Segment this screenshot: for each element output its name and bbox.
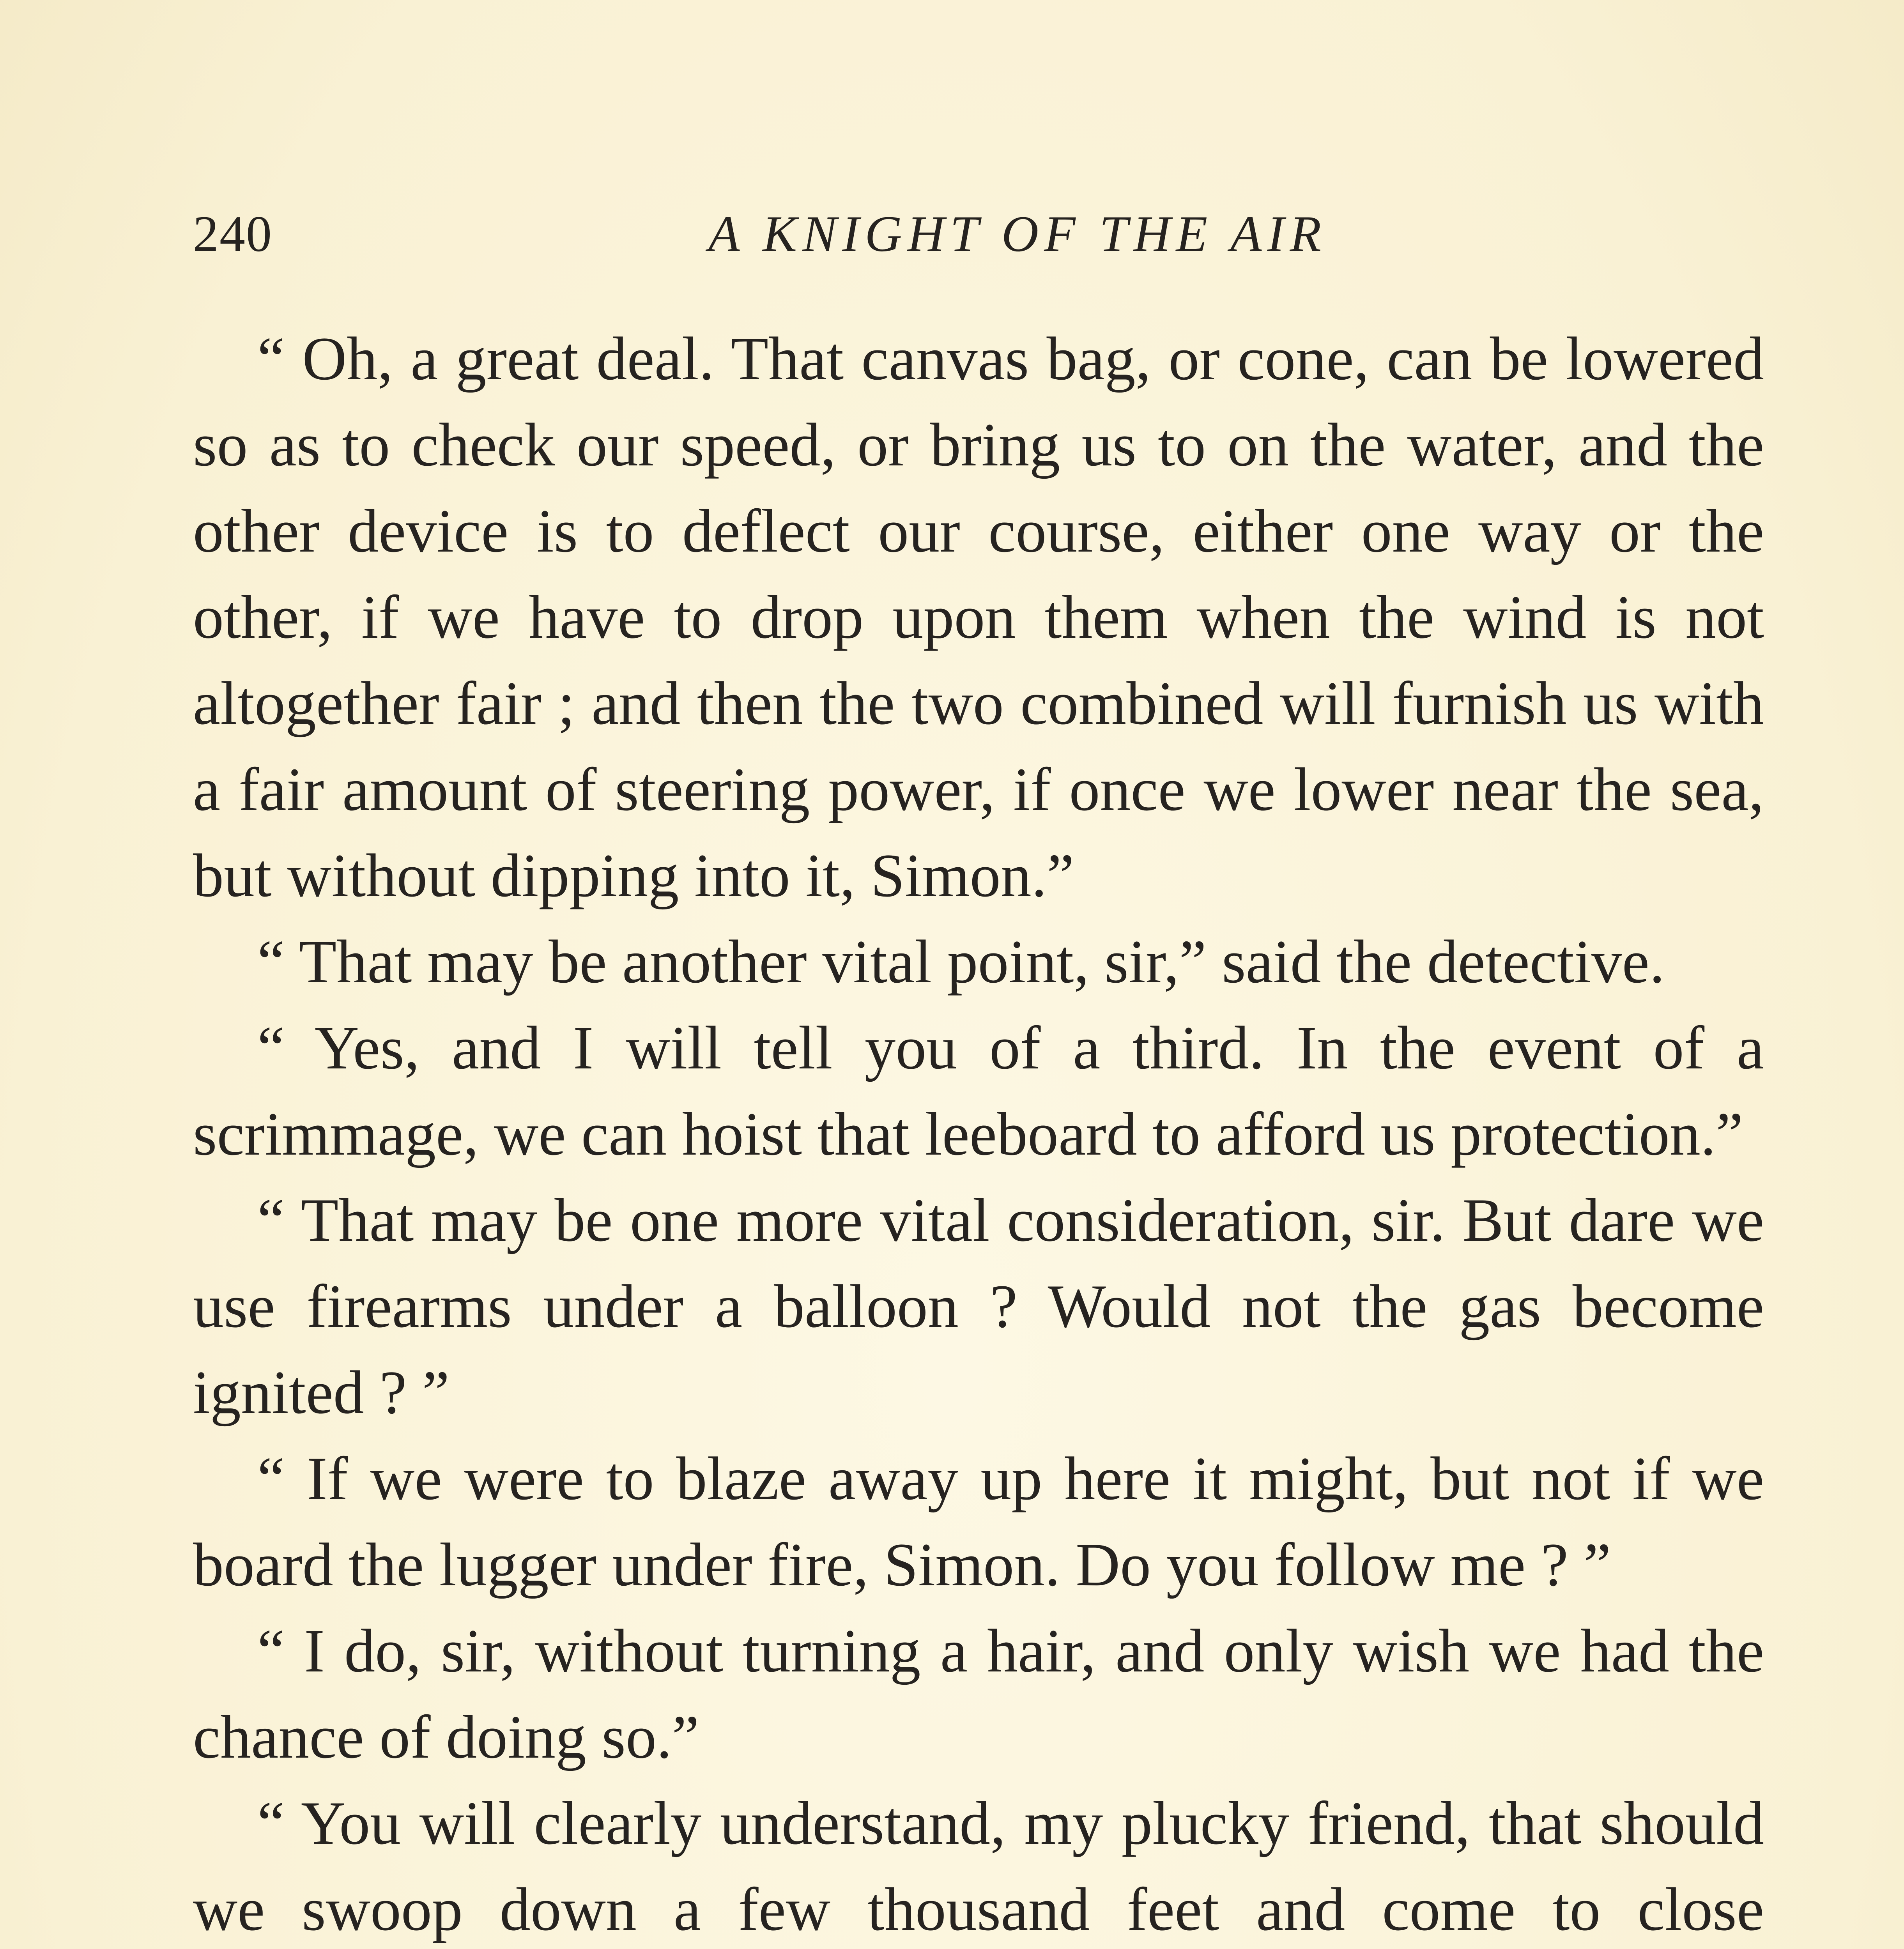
- body-text: [193, 316, 1764, 1949]
- paragraph: “ That may be another vital point, sir,” said the detective.: [257, 928, 1665, 996]
- page-header: [193, 195, 1764, 273]
- paragraph: “ If we were to blaze away up here it might, but not if we board the lugger under fire, Simon. Do you follow me ? ”: [193, 1445, 1764, 1599]
- page-number: 240: [193, 205, 273, 262]
- paragraph: “ Yes, and I will tell you of a third. In the event of a scrimmage, we can hoist that leeboard to afford us protection.”: [193, 1014, 1764, 1168]
- paragraph: “ I do, sir, without turning a hair, and only wish we had the chance of doing so.”: [193, 1617, 1764, 1771]
- running-title: A KNIGHT OF THE AIR: [708, 205, 1327, 262]
- paragraph: “ Oh, a great deal. That canvas bag, or cone, can be lowered so as to check our speed, or bring us to on the water, and the other device is to deflect our course, either one way or the other, if we have to drop upon them when the wind is not altogether fair ; and then the two combined will furnish us with a fair amount of steering power, if once we lower near the sea, but without dipping into it, Simon.”: [193, 325, 1764, 910]
- paragraph: “ That may be one more vital consideration, sir. But dare we use firearms under a balloon ? Would not the gas become ignited ? ”: [193, 1186, 1764, 1427]
- paragraph: “ You will clearly understand, my plucky friend, that should we swoop down a few thousand feet and come to close: [193, 1789, 1764, 1944]
